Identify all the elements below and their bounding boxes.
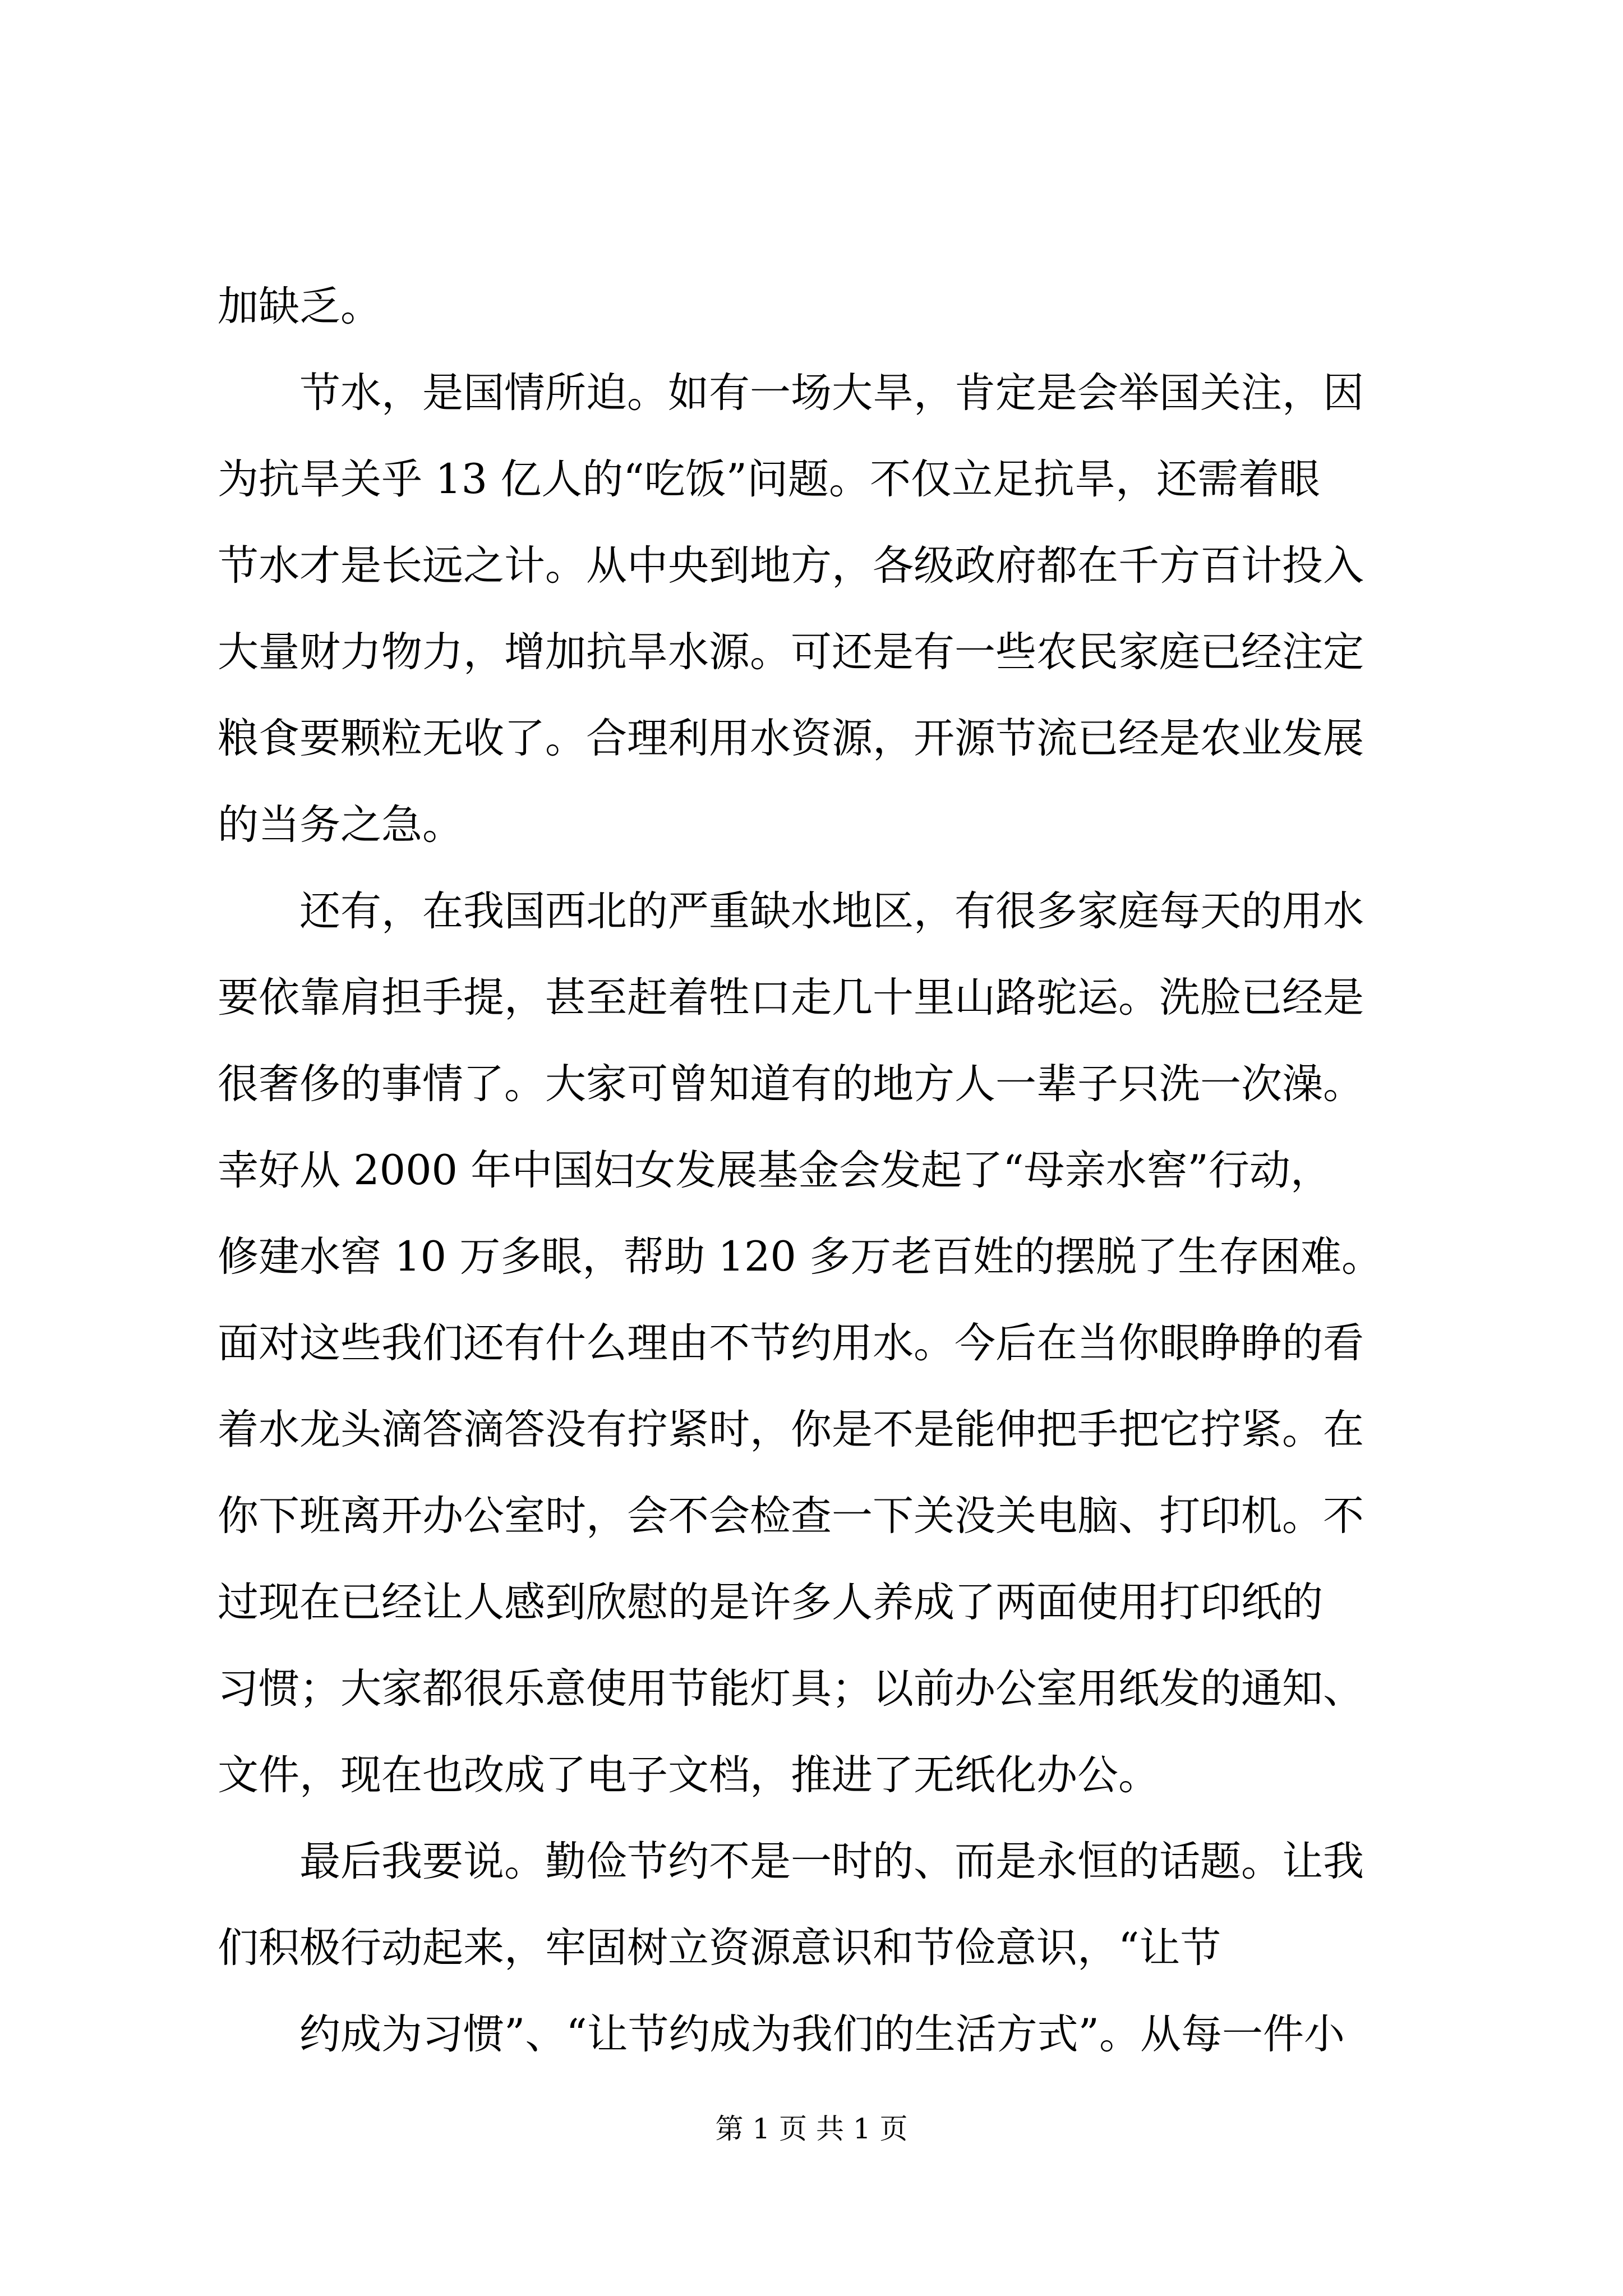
text-line: 加缺乏。 <box>218 283 381 330</box>
text-line: 文件，现在也改成了电子文档，推进了无纸化办公。 <box>218 1751 1159 1799</box>
text-line: 粮食要颗粒无收了。合理利用水资源，开源节流已经是农业发展 <box>218 715 1364 762</box>
text-line: 们积极行动起来，牢固树立资源意识和节俭意识，“让节 <box>218 1924 1221 1972</box>
text-line: 节水才是长远之计。从中央到地方，各级政府都在千方百计投入 <box>218 542 1364 590</box>
text-line: 的当务之急。 <box>218 801 463 849</box>
text-line: 幸好从 2000 年中国妇女发展基金会发起了“母亲水窖”行动， <box>218 1147 1331 1194</box>
document-body <box>218 264 1418 2078</box>
text-line: 大量财力物力，增加抗旱水源。可还是有一些农民家庭已经注定 <box>218 628 1364 676</box>
text-line: 修建水窖 10 万多眼，帮助 120 多万老百姓的摆脱了生存困难。 <box>218 1233 1383 1281</box>
text-line: 过现在已经让人感到欣慰的是许多人养成了两面使用打印纸的 <box>218 1579 1323 1626</box>
text-line: 最后我要说。勤俭节约不是一时的、而是永恒的话题。让我 <box>299 1838 1364 1885</box>
text-line: 还有，在我国西北的严重缺水地区，有很多家庭每天的用水 <box>299 887 1364 935</box>
text-line: 要依靠肩担手提，甚至赶着牲口走几十里山路驼运。洗脸已经是 <box>218 974 1364 1022</box>
text-line: 你下班离开办公室时，会不会检查一下关没关电脑、打印机。不 <box>218 1492 1364 1540</box>
text-line: 为抗旱关乎 13 亿人的“吃饭”问题。不仅立足抗旱，还需着眼 <box>218 455 1320 503</box>
text-line: 习惯；大家都很乐意使用节能灯具；以前办公室用纸发的通知、 <box>218 1665 1364 1713</box>
text-line: 着水龙头滴答滴答没有拧紧时，你是不是能伸把手把它拧紧。在 <box>218 1406 1364 1453</box>
text-line: 节水，是国情所迫。如有一场大旱，肯定是会举国关注，因 <box>299 369 1364 417</box>
text-line: 约成为习惯”、“让节约成为我们的生活方式”。从每一件小 <box>299 2010 1345 2058</box>
text-line: 很奢侈的事情了。大家可曾知道有的地方人一辈子只洗一次澡。 <box>218 1060 1364 1108</box>
page-footer: 第 1 页 共 1 页 <box>715 2113 908 2145</box>
text-line: 面对这些我们还有什么理由不节约用水。今后在当你眼睁睁的看 <box>218 1319 1364 1367</box>
